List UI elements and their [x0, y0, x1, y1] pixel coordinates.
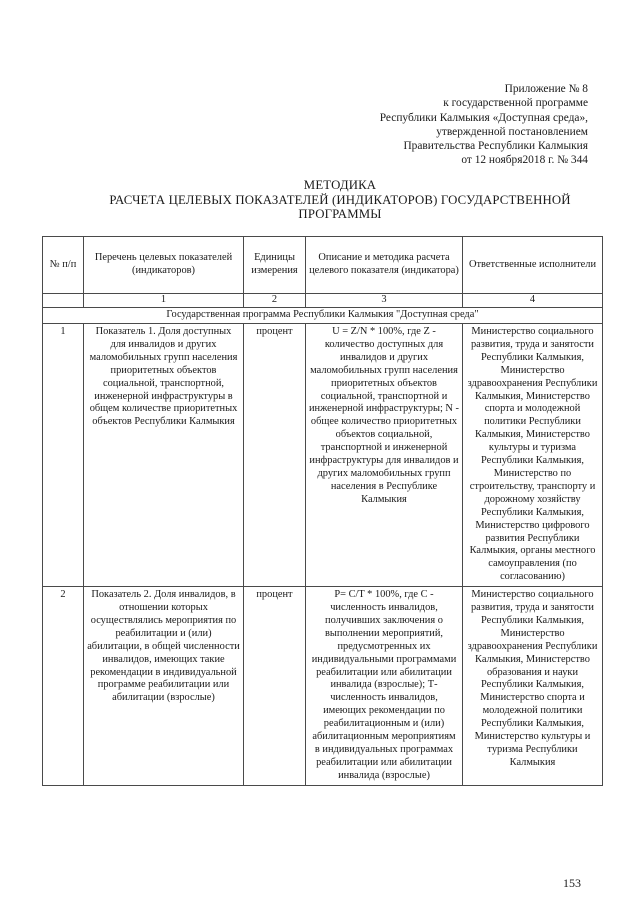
column-numbers-row	[43, 294, 603, 308]
appendix-block	[288, 82, 588, 168]
column-number: 4	[463, 294, 603, 308]
column-number-empty	[43, 294, 84, 308]
table-row	[43, 587, 603, 786]
header-num: № п/п	[43, 237, 84, 294]
appendix-line: Приложение № 8	[504, 83, 588, 95]
row-indicator: Показатель 1. Доля доступных для инвалидов и других маломобильных групп населения приоритетных объектов социальной, транспортной, инженерной инфраструктуры в общем количестве приоритетных объектов Республики Калмыкия	[84, 324, 244, 587]
document-title	[70, 178, 610, 222]
appendix-line: утвержденной постановлением	[436, 125, 588, 138]
header-unit: Единицы измерения	[244, 237, 306, 294]
appendix-line: к государственной программе	[443, 97, 588, 110]
appendix-line: Республики Калмыкия «Доступная среда»,	[379, 111, 588, 124]
column-number: 3	[306, 294, 463, 308]
row-num: 1	[43, 324, 84, 587]
row-executors: Министерство социального развития, труда и занятости Республики Калмыкия, Министерство здравоохранения Республики Калмыкия, Министерство образования и науки Республики Калмыкия, Министерство спорта и молодежной политики Республики Калмыкия, Министерство культуры и туризма Республики Калмыкия	[463, 587, 603, 786]
row-method: U = Z/N * 100%, где Z - количество доступных для инвалидов и других маломобильных групп населения приоритетных объектов социальной, транспортной и инженерной инфраструктуры; N - общее количество приоритетных объектов социальной, транспортной и инженерной инфраструктуры для инвалидов и других маломобильных групп населения в Республике Калмыкия	[306, 324, 463, 587]
row-executors: Министерство социального развития, труда и занятости Республики Калмыкия, Министерство здравоохранения Республики Калмыкия, Министерство спорта и молодежной политики Республики Калмыкия, Министерство культуры и туризма Республики Калмыкия, Министерство по строительству, транспорту и дорожному хозяйству Республики Калмыкия, Министерство цифрового развития Республики Калмыкия, органы местного самоуправления (по согласованию)	[463, 324, 603, 587]
row-num: 2	[43, 587, 84, 786]
column-number: 1	[84, 294, 244, 308]
header-executors: Ответственные исполнители	[463, 237, 603, 294]
table-row	[43, 324, 603, 587]
program-title: Государственная программа Республики Калмыкия "Доступная среда"	[43, 308, 603, 324]
appendix-line: от 12 ноября2018 г. № 344	[461, 154, 588, 167]
indicators-table	[42, 236, 603, 786]
title-line: ПРОГРАММЫ	[298, 207, 382, 222]
appendix-line: Правительства Республики Калмыкия	[403, 140, 588, 153]
page-number: 153	[563, 876, 581, 890]
program-row	[43, 308, 603, 324]
table-header-row	[43, 237, 603, 294]
row-method: P= C/T * 100%, где С - численность инвалидов, получивших заключения о выполнении мероприятий, предусмотренных их индивидуальными программами реабилитации или абилитации инвалида (взрослые); Т- численность инвалидов, имеющих рекомендации по реабилитационным и (или) абилитационным мероприятиям в индивидуальных программах реабилитации или абилитации инвалида (взрослые)	[306, 587, 463, 786]
header-method: Описание и методика расчета целевого показателя (индикатора)	[306, 237, 463, 294]
column-number: 2	[244, 294, 306, 308]
row-unit: процент	[244, 324, 306, 587]
row-unit: процент	[244, 587, 306, 786]
title-line: МЕТОДИКА	[303, 178, 377, 192]
title-line: РАСЧЕТА ЦЕЛЕВЫХ ПОКАЗАТЕЛЕЙ (ИНДИКАТОРОВ) ГОСУДАРСТВЕННОЙ	[109, 192, 571, 207]
header-indicator: Перечень целевых показателей (индикаторов)	[84, 237, 244, 294]
row-indicator: Показатель 2. Доля инвалидов, в отношении которых осуществлялись мероприятия по реабилитации и (или) абилитации, в общей численности инвалидов, имеющих такие рекомендации в индивидуальной программе реабилитации или абилитации (взрослые)	[84, 587, 244, 786]
